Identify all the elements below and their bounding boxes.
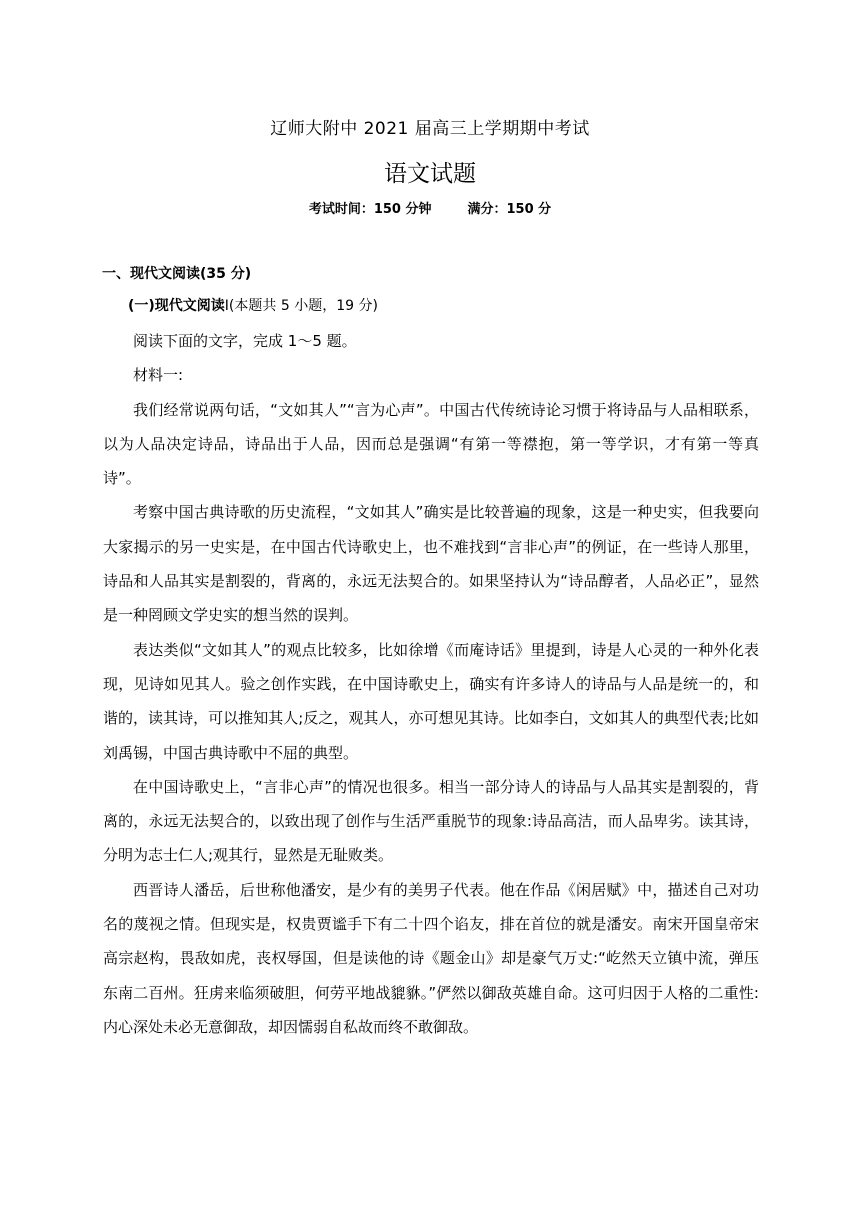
section-heading: 一、现代文阅读(35 分) [102, 266, 252, 282]
part-label: (一)现代文阅读 [128, 298, 225, 314]
paragraph-1: 我们经常说两句话，“文如其人”“言为心声”。中国古代传统诗论习惯于将诗品与人品相联系，以为人品决定诗品，诗品出于人品，因而总是强调“有第一等襟抱，第一等学识，才有第一等真诗”。 [103, 400, 759, 488]
exam-score: 满分：150 分 [467, 202, 552, 217]
instruction-text: 阅读下面的文字，完成 1～5 题。 [133, 332, 357, 350]
paragraph-5: 西晋诗人潘岳，后世称他潘安，是少有的美男子代表。他在作品《闲居赋》中，描述自己对功名的蔑视之情。但现实是，权贵贾谧手下有二十四个谄友，排在首位的就是潘安。南宋开国皇帝宋高宗赵构，畏敌如虎，丧权辱国，但是读他的诗《题金山》却是豪气万丈:“屹然天立镇中流，弹压东南二百州。狂虏来临须破胆，何劳平地战貔貅。”俨然以御敌英雄自命。这可归因于人格的二重性:内心深处未必无意御敌，却因懦弱自私故而终不敢御敌。 [103, 880, 759, 1036]
instruction-block [103, 324, 759, 1044]
part-note: Ⅰ(本题共 5 小题，19 分) [224, 298, 378, 314]
part-heading [128, 295, 378, 315]
paragraph-3: 表达类似“文如其人”的观点比较多，比如徐增《而庵诗话》里提到，诗是人心灵的一种外化表现，见诗如见其人。验之创作实践，在中国诗歌史上，确实有许多诗人的诗品与人品是统一的，和谐的，读其诗，可以推知其人;反之，观其人，亦可想见其诗。比如李白，文如其人的典型代表;比如刘禹锡，中国古典诗歌中不屈的典型。 [103, 640, 759, 762]
paragraph-4: 在中国诗歌史上，“言非心声”的情况也很多。相当一部分诗人的诗品与人品其实是割裂的，背离的，永远无法契合的，以致出现了创作与生活严重脱节的现象:诗品高洁，而人品卑劣。读其诗，分明为志士仁人;观其行，显然是无耻败类。 [103, 777, 759, 865]
exam-title: 辽师大附中 2021 届高三上学期期中考试 [270, 119, 590, 139]
material-label: 材料一: [133, 366, 184, 385]
subject-title: 语文试题 [384, 161, 476, 187]
exam-info [0, 198, 860, 217]
paragraph-2: 考察中国古典诗歌的历史流程，“文如其人”确实是比较普遍的现象，这是一种史实，但我要向大家揭示的另一史实是，在中国古代诗歌史上，也不难找到“言非心声”的例证，在一些诗人那里，诗品和人品其实是割裂的，背离的，永远无法契合的。如果坚持认为“诗品醇者，人品必正”，显然是一种罔顾文学史实的想当然的误判。 [103, 503, 759, 625]
exam-time: 考试时间：150 分钟 [308, 202, 432, 217]
